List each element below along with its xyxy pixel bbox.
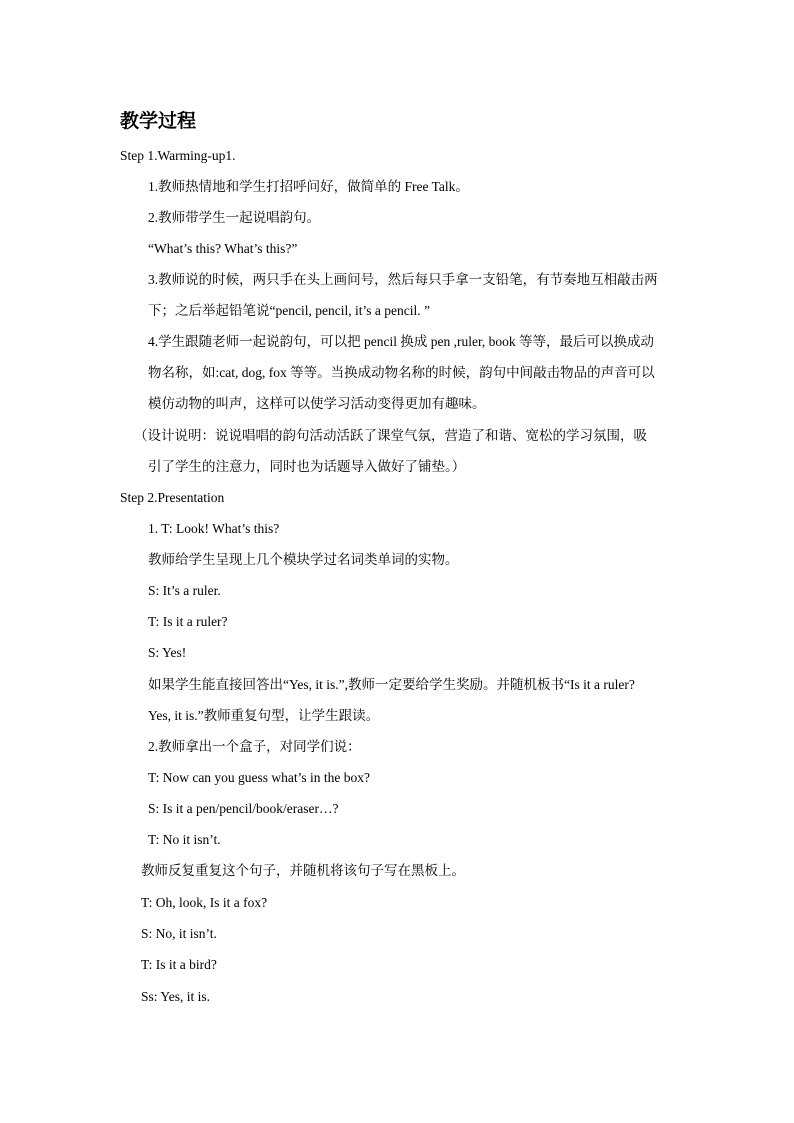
text-line: 3.教师说的时候，两只手在头上画问号，然后每只手拿一支铅笔，有节奏地互相敲击两 — [148, 272, 658, 287]
text-line: T: Oh, look, Is it a fox? — [141, 895, 268, 910]
text-line: T: Is it a bird? — [141, 957, 217, 972]
text-line: 教师给学生呈现上几个模块学过名词类单词的实物。 — [148, 552, 459, 567]
text-line: S: No, it isn’t. — [141, 926, 217, 941]
text-line-step2-heading: Step 2.Presentation — [120, 490, 225, 505]
text-line: T: Now can you guess what’s in the box? — [148, 770, 371, 785]
text-line: 下；之后举起铅笔说“pencil, pencil, it’s a pencil. ” — [148, 303, 430, 318]
text-line-step1-heading: Step 1.Warming-up1. — [120, 148, 236, 163]
text-line: 1. T: Look! What’s this? — [148, 521, 280, 536]
text-line: 如果学生能直接回答出“Yes, it is.”,教师一定要给学生奖励。并随机板书“Is it a ruler? — [148, 677, 635, 692]
text-line: T: No it isn’t. — [148, 832, 221, 847]
text-line: 模仿动物的叫声，这样可以使学习活动变得更加有趣味。 — [148, 396, 486, 411]
text-line: S: Yes! — [148, 645, 187, 660]
page-title: 教学过程 — [120, 110, 197, 132]
text-line: 1.教师热情地和学生打招呼问好，做简单的 Free Talk。 — [148, 179, 469, 194]
text-line: 2.教师带学生一起说唱韵句。 — [148, 210, 321, 225]
text-line: S: Is it a pen/pencil/book/eraser…? — [148, 801, 339, 816]
text-line: 引了学生的注意力，同时也为话题导入做好了铺垫。） — [148, 459, 466, 474]
text-line: T: Is it a ruler? — [148, 614, 228, 629]
text-line-design-note: （设计说明：说说唱唱的韵句活动活跃了课堂气氛，营造了和谐、宽松的学习氛围，吸 — [134, 428, 647, 443]
text-line: S: It’s a ruler. — [148, 583, 221, 598]
text-line: 2.教师拿出一个盒子，对同学们说： — [148, 739, 361, 754]
text-line: 教师反复重复这个句子，并随机将该句子写在黑板上。 — [141, 863, 465, 878]
text-line: Ss: Yes, it is. — [141, 989, 211, 1004]
text-line: 4.学生跟随老师一起说韵句，可以把 pencil 换成 pen ,ruler, book 等等，最后可以换成动 — [148, 334, 655, 349]
text-line: 物名称，如:cat, dog, fox 等等。当换成动物名称的时候，韵句中间敲击物品的声音可以 — [148, 365, 655, 380]
text-line: Yes, it is.”教师重复句型，让学生跟读。 — [148, 708, 380, 723]
text-line: “What’s this? What’s this?” — [148, 241, 298, 256]
